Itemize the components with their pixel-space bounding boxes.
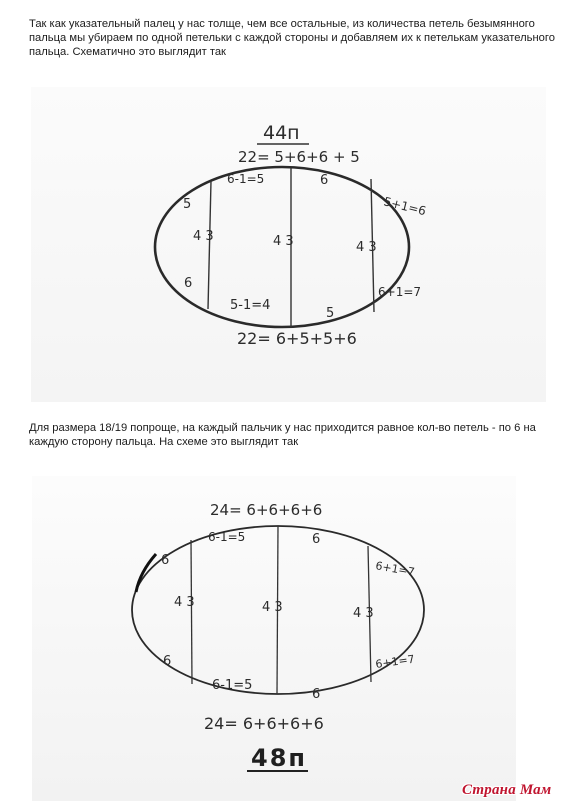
intro-paragraph: Так как указательный палец у нас толще, чем все остальные, из количества петель безымянного пальца мы убираем по одной петельки с каждой стороны и добавляем их к петелькам указательного пальца. Схематично это выглядит так xyxy=(29,18,555,58)
mid-label: 4 3 xyxy=(193,229,214,244)
bottom-label: 6-1=5 xyxy=(212,678,253,693)
top-label: 6 xyxy=(320,173,329,188)
bottom-label: 6+1=7 xyxy=(378,285,422,299)
mid-label: 4 3 xyxy=(273,234,294,249)
diagram-photo-48 xyxy=(32,476,516,801)
oval-scheme-48 xyxy=(32,476,516,801)
left-bottom-label: 6 xyxy=(163,654,172,669)
top-formula: 24= 6+6+6+6 xyxy=(210,501,323,519)
mid-label: 4 3 xyxy=(353,606,374,621)
left-top-label: 6 xyxy=(161,553,170,568)
top-label: 6 xyxy=(312,532,321,547)
bottom-formula: 22= 6+5+5+6 xyxy=(237,329,357,348)
bottom-label: 5 xyxy=(326,306,335,321)
divider-line xyxy=(191,540,192,684)
top-label: 6-1=5 xyxy=(208,530,246,544)
mid-label: 4 3 xyxy=(356,240,377,255)
mid-label: 4 3 xyxy=(262,600,283,615)
oval-scheme-44 xyxy=(31,87,546,402)
left-top-label: 5 xyxy=(183,197,192,212)
top-label: 5+1=6 xyxy=(382,194,428,219)
top-formula: 22= 5+6+6 + 5 xyxy=(238,148,360,166)
top-label: 6-1=5 xyxy=(227,172,265,186)
divider-line xyxy=(208,181,211,309)
bottom-label: 6 xyxy=(312,687,321,702)
diagram-photo-44 xyxy=(31,87,546,402)
size-paragraph: Для размера 18/19 попроще, на каждый пальчик у нас приходится равное кол-во петель - по 6 на каждую сторону пальца. На схеме это выглядит так xyxy=(29,422,536,448)
mid-label: 4 3 xyxy=(174,595,195,610)
left-bottom-label: 6 xyxy=(184,276,193,291)
bottom-label: 6+1=7 xyxy=(374,652,416,671)
site-watermark-logo: Страна Мам xyxy=(462,782,552,798)
total-loops-label: 44п xyxy=(263,122,300,144)
total-loops-label: 48п xyxy=(251,744,307,772)
bottom-label: 5-1=4 xyxy=(230,298,271,313)
top-label: 6+1=7 xyxy=(374,559,416,579)
bottom-formula: 24= 6+6+6+6 xyxy=(204,714,324,733)
